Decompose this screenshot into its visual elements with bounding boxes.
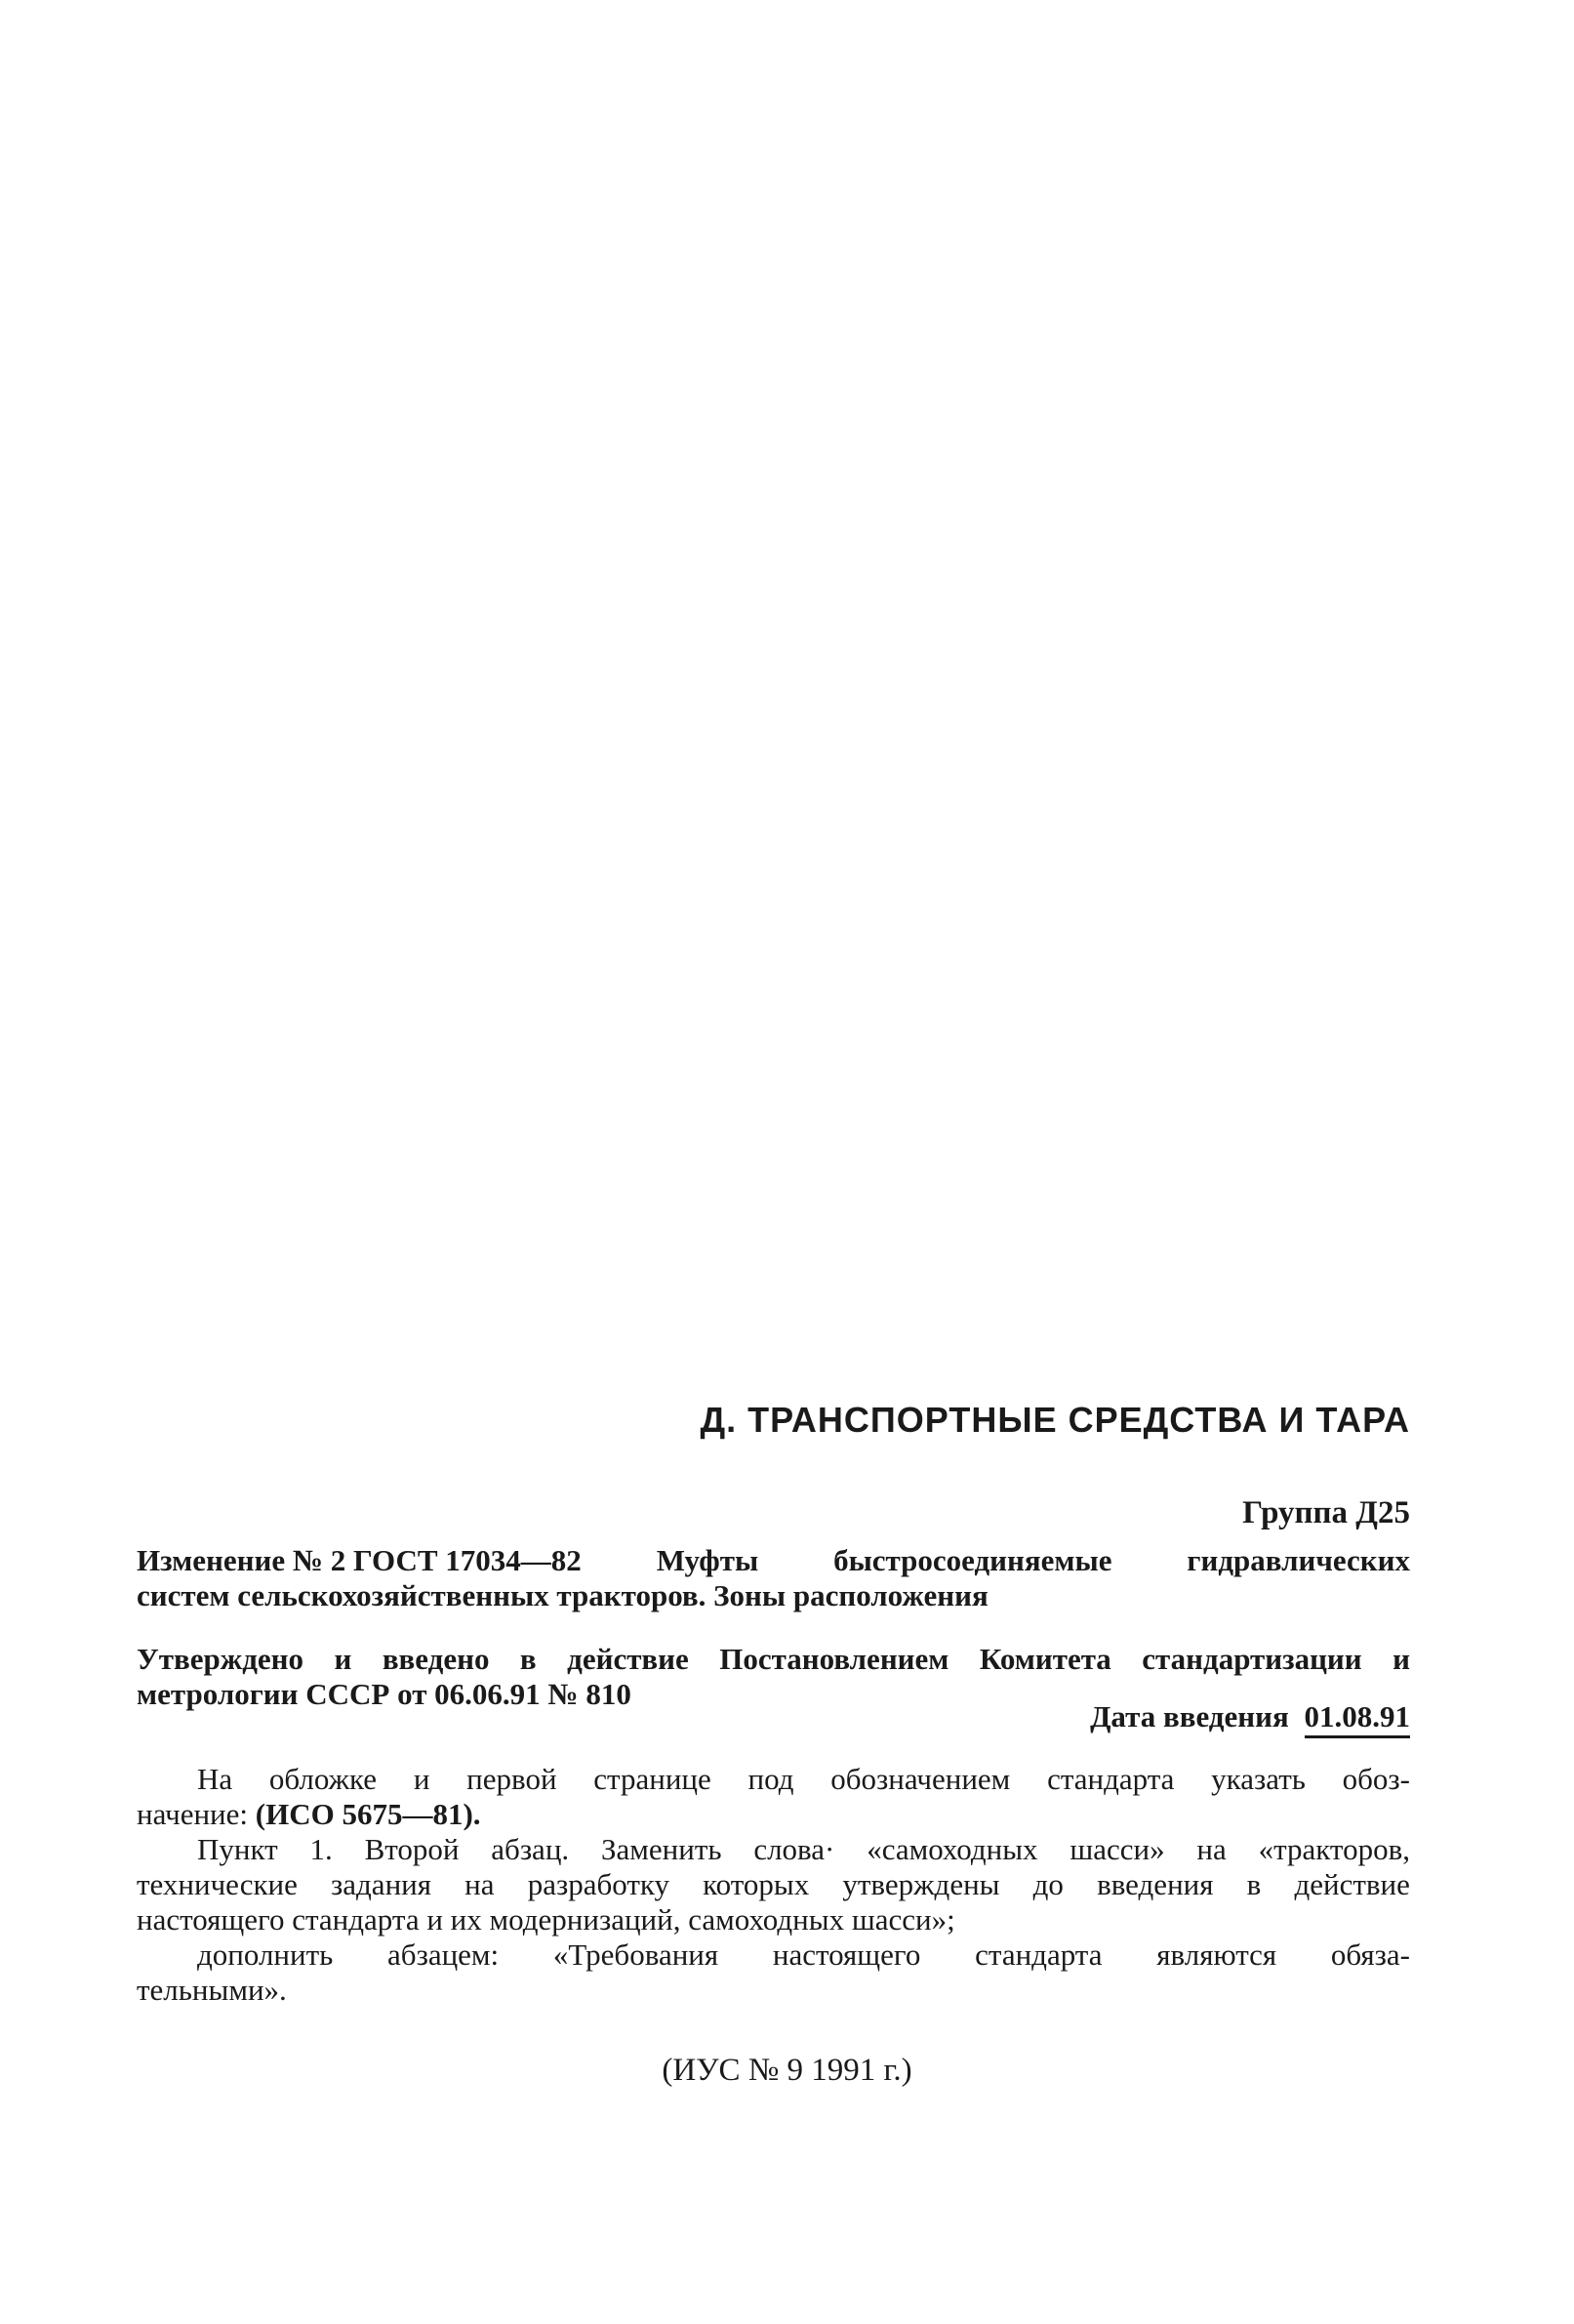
body-word: абзацем:	[387, 1937, 500, 1972]
amendment-title	[137, 1543, 1410, 1613]
body-word: 1.	[309, 1832, 333, 1866]
body-word: «самоходных	[867, 1832, 1038, 1866]
approval-line	[137, 1642, 1410, 1677]
amendment-title-line	[137, 1543, 1410, 1578]
effective-date	[1090, 1699, 1410, 1734]
body-word: первой	[466, 1762, 557, 1796]
body-word: настоящего	[772, 1937, 921, 1972]
body-word: разработку	[527, 1867, 669, 1901]
body-word: под	[747, 1762, 794, 1796]
body-word: стандарта	[1047, 1762, 1175, 1796]
effective-date-value: 01.08.91	[1305, 1699, 1411, 1738]
body-word: являются	[1156, 1937, 1277, 1972]
body-word: введения	[1097, 1867, 1214, 1901]
body-word: задания	[331, 1867, 432, 1901]
body-word: «тракторов,	[1258, 1832, 1410, 1866]
body-word: странице	[593, 1762, 711, 1796]
title-word: быстросоединяемые	[833, 1543, 1112, 1577]
body-word: до	[1032, 1867, 1064, 1901]
title-word: Изменение № 2 ГОСТ 17034—82	[137, 1543, 582, 1577]
approval-word: в	[519, 1642, 537, 1676]
body-word: действие	[1294, 1867, 1410, 1901]
body-word: на	[1196, 1832, 1227, 1866]
body-word: обоз-	[1342, 1762, 1410, 1796]
body-word: указать	[1211, 1762, 1306, 1796]
approval-word: действие	[567, 1642, 689, 1676]
body-word: шасси»	[1070, 1832, 1165, 1866]
approval-word: Комитета	[979, 1642, 1111, 1676]
body-word: Пункт	[197, 1832, 278, 1866]
body-word: Второй	[364, 1832, 460, 1866]
body-word: слова·	[753, 1832, 835, 1866]
approval-word: стандартизации	[1142, 1642, 1362, 1676]
body-word: и	[413, 1762, 430, 1796]
body-word: На	[197, 1762, 233, 1796]
standard-reference: (ИСО 5675—81).	[255, 1797, 481, 1831]
source-reference: (ИУС № 9 1991 г.)	[662, 2053, 912, 2088]
approval-word: Утверждено	[137, 1642, 303, 1676]
body-word: обозначением	[830, 1762, 1011, 1796]
effective-date-label: Дата введения	[1090, 1699, 1289, 1733]
body-word: обложке	[268, 1762, 378, 1796]
approval-word: введено	[382, 1642, 490, 1676]
body-word: стандарта	[975, 1937, 1103, 1972]
body-line	[137, 1867, 1410, 1902]
body-word: абзац.	[491, 1832, 570, 1866]
approval-line: метрологии СССР от 06.06.91 № 810	[137, 1677, 631, 1711]
body-line: настоящего стандарта и их модернизаций, самоходных шасси»;	[137, 1902, 955, 1937]
amendment-title-line: систем сельскохозяйственных тракторов. Зоны расположения	[137, 1578, 989, 1612]
approval-word: и	[334, 1642, 352, 1676]
title-word: гидравлических	[1187, 1543, 1410, 1577]
section-heading: Д. ТРАНСПОРТНЫЕ СРЕДСТВА И ТАРА	[700, 1400, 1410, 1440]
body-word: дополнить	[197, 1937, 334, 1972]
title-word: Муфты	[656, 1543, 759, 1577]
body-line	[137, 1937, 1410, 1973]
body-word: Заменить	[600, 1832, 722, 1866]
body-line	[137, 1797, 1410, 1832]
body-word: «Требования	[552, 1937, 719, 1972]
approval-word: Постановлением	[719, 1642, 949, 1676]
body-word: которых	[703, 1867, 810, 1901]
body-line: тельными».	[137, 1973, 287, 2007]
body-word: утверждены	[842, 1867, 1000, 1901]
body-line	[137, 1762, 1410, 1797]
body-word: обяза-	[1330, 1937, 1410, 1972]
body-word: на	[464, 1867, 495, 1901]
approval-word: и	[1392, 1642, 1410, 1676]
amendment-body	[137, 1762, 1410, 2008]
body-word: в	[1246, 1867, 1262, 1901]
group-code: Группа Д25	[1242, 1495, 1410, 1530]
body-word: технические	[137, 1867, 298, 1901]
body-text: начение:	[137, 1797, 249, 1831]
body-line	[137, 1832, 1410, 1867]
